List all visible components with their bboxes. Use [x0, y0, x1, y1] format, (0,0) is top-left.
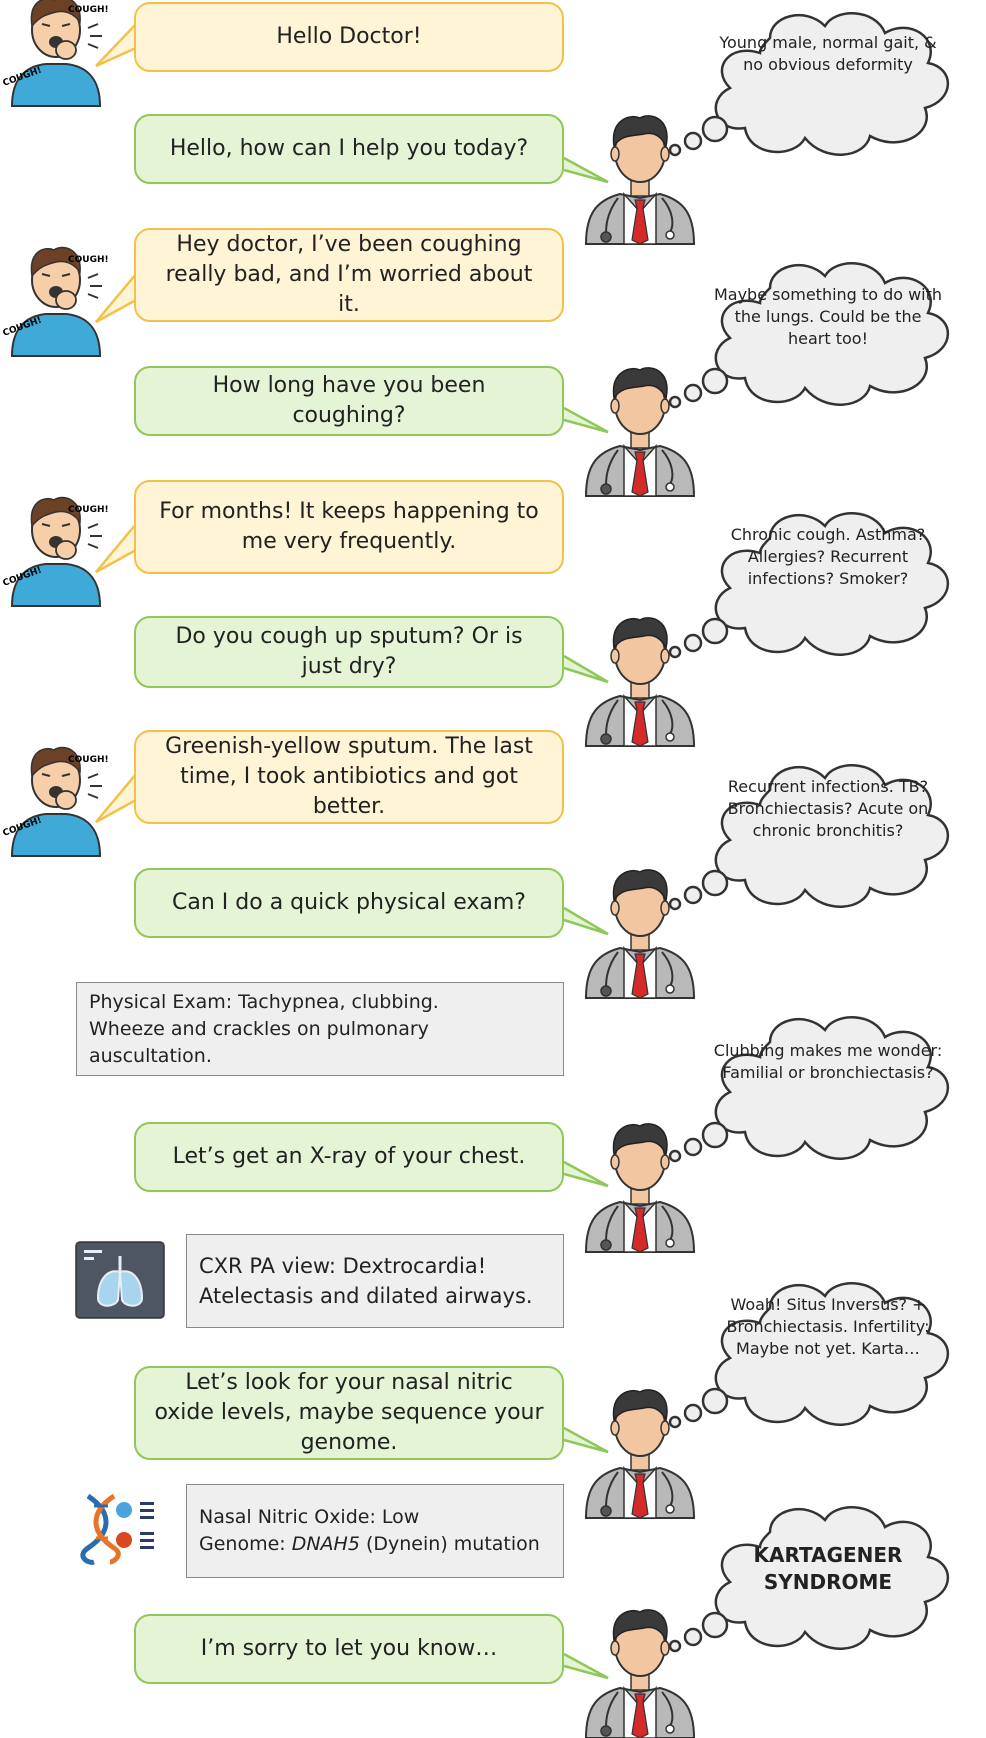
- doctor-bubble-tail: [564, 158, 608, 1678]
- doctor-thought-diagnosis: KARTAGENER SYNDROME: [753, 1543, 903, 1594]
- coughing-patient-icon: [12, 0, 102, 106]
- cough-sfx: COUGH!: [1, 315, 44, 339]
- genome-suffix: (Dynein) mutation: [359, 1533, 540, 1555]
- genome-prefix: Genome:: [199, 1533, 292, 1555]
- patient-message: Hey doctor, I’ve been coughing really bad, and I’m worried about it.: [134, 228, 564, 322]
- cough-sfx: COUGH!: [68, 755, 109, 765]
- cough-sfx: COUGH!: [1, 815, 44, 839]
- doctor-thought: Maybe something to do with the lungs. Could be the heart too!: [713, 285, 943, 348]
- thought-cloud-icon: [670, 1017, 948, 1161]
- patient-message: Greenish-yellow sputum. The last time, I took antibiotics and got better.: [134, 730, 564, 824]
- finding-line: Atelectasis and dilated airways.: [199, 1284, 533, 1308]
- doctor-thought: Chronic cough. Asthma? Allergies? Recurrent infections? Smoker?: [730, 525, 926, 588]
- cough-sfx: COUGH!: [68, 505, 109, 515]
- doctor-thought: Clubbing makes me wonder: Familial or bronchiectasis?: [713, 1041, 943, 1082]
- cough-sfx: COUGH!: [68, 255, 109, 265]
- cough-sfx: COUGH!: [1, 565, 44, 589]
- gene-name: DNAH5: [291, 1533, 360, 1555]
- doctor-message: How long have you been coughing?: [134, 366, 564, 436]
- doctor-icon: [586, 368, 694, 496]
- patient-message: Hello Doctor!: [134, 2, 564, 72]
- doctor-icon: [586, 618, 694, 746]
- doctor-message: Do you cough up sputum? Or is just dry?: [134, 616, 564, 688]
- cxr-findings: [186, 1234, 564, 1328]
- doctor-icon: [586, 1390, 694, 1518]
- cough-sfx: COUGH!: [1, 65, 44, 89]
- finding-line: Wheeze and crackles on pulmonary auscultation.: [89, 1017, 429, 1067]
- dna-genome-icon: [83, 1496, 154, 1562]
- patient-message: For months! It keeps happening to me very frequently.: [134, 480, 564, 574]
- doctor-message: Can I do a quick physical exam?: [134, 868, 564, 938]
- finding-line: Nasal Nitric Oxide: Low: [199, 1506, 420, 1528]
- finding-line: [199, 1531, 551, 1558]
- doctor-message: Hello, how can I help you today?: [134, 114, 564, 184]
- doctor-message: Let’s look for your nasal nitric oxide levels, maybe sequence your genome.: [134, 1366, 564, 1460]
- doctor-icon: [586, 1124, 694, 1252]
- chest-xray-icon: [76, 1242, 164, 1318]
- doctor-message: I’m sorry to let you know…: [134, 1614, 564, 1684]
- patient-bubble-tail: [96, 24, 136, 822]
- nno-genome-findings: [186, 1484, 564, 1578]
- finding-line: CXR PA view: Dextrocardia!: [199, 1254, 487, 1278]
- doctor-thought: Woah! Situs Inversus? + Bronchiectasis. Infertility: Maybe not yet. Karta…: [726, 1295, 930, 1358]
- physical-exam-findings: [76, 982, 564, 1076]
- doctor-message: Let’s get an X-ray of your chest.: [134, 1122, 564, 1192]
- doctor-thought: Recurrent infections. TB? Bronchiectasis? Acute on chronic bronchitis?: [727, 777, 929, 840]
- doctor-icon: [586, 870, 694, 998]
- doctor-thought: Young male, normal gait, & no obvious deformity: [719, 33, 937, 74]
- finding-line: Physical Exam: Tachypnea, clubbing.: [89, 990, 439, 1013]
- cough-sfx: COUGH!: [68, 5, 109, 15]
